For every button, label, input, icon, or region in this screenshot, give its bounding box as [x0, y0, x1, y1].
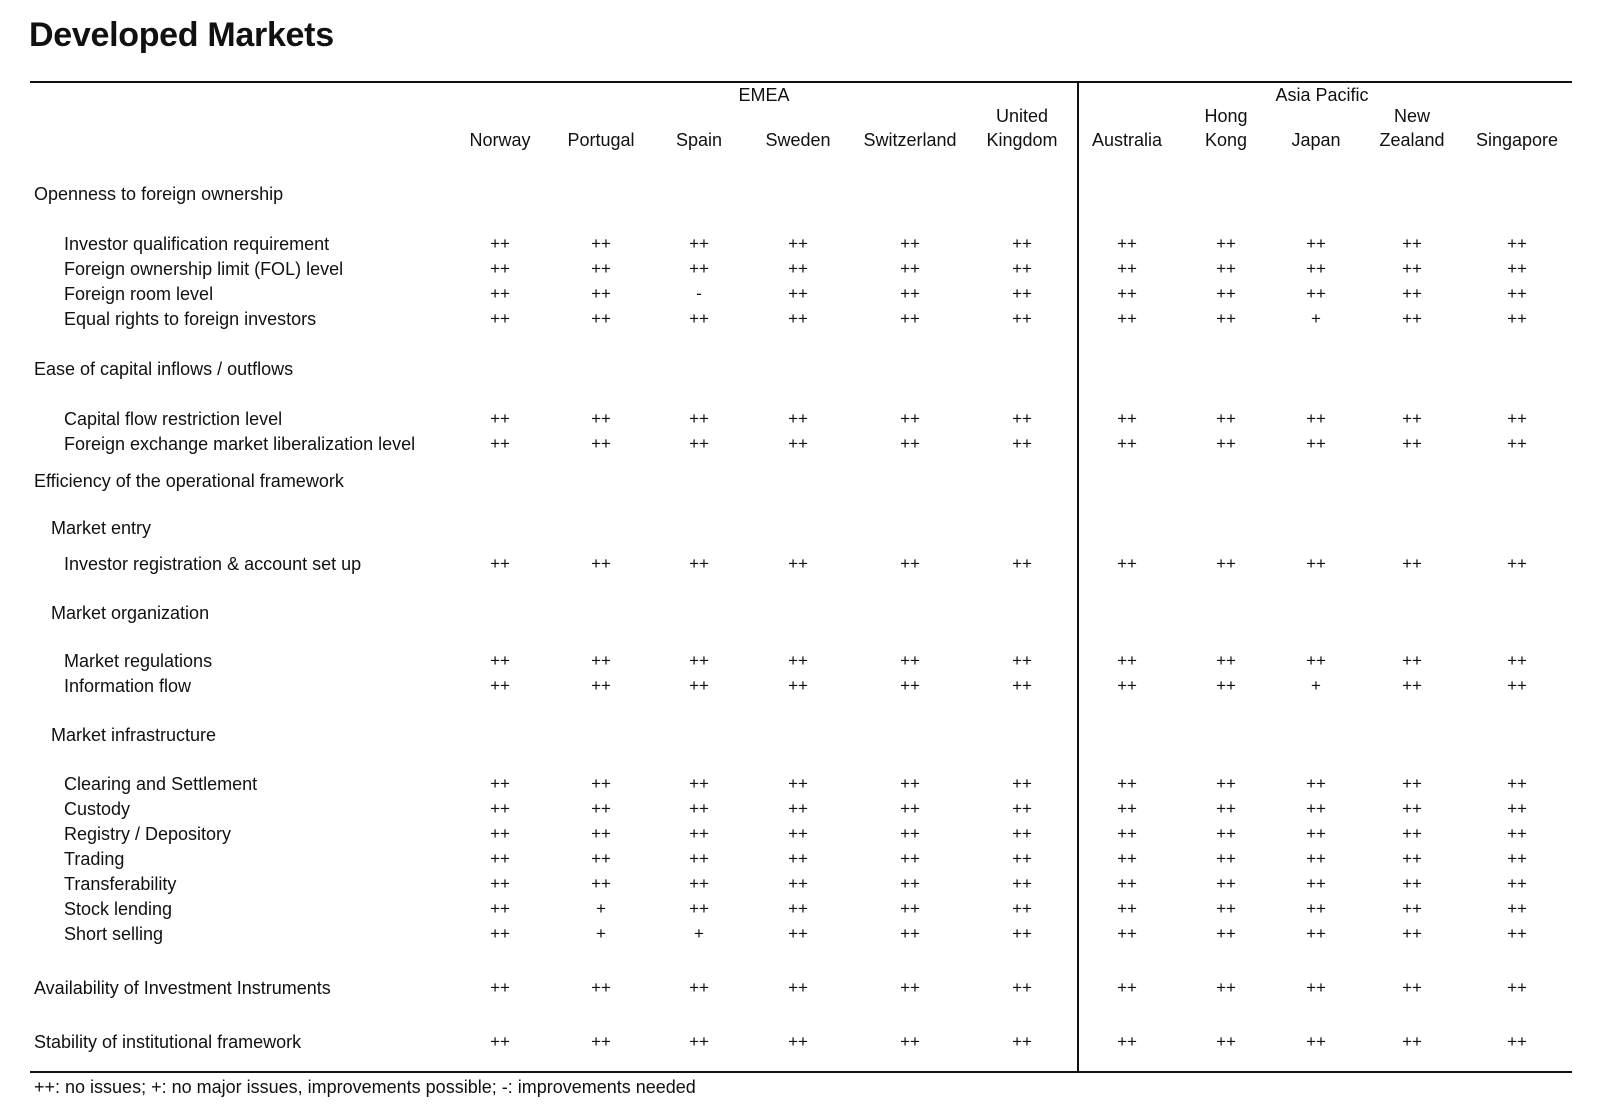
- rating-cell: ++: [1216, 1032, 1236, 1051]
- rating-cell: ++: [591, 1032, 611, 1051]
- rating-cell: ++: [1012, 874, 1032, 893]
- rating-cell: ++: [1012, 651, 1032, 670]
- rating-cell: -: [696, 284, 702, 303]
- rating-cell: ++: [490, 651, 510, 670]
- criterion-label: Investor registration & account set up: [64, 554, 362, 574]
- rating-cell: ++: [591, 824, 611, 843]
- rating-cell: ++: [591, 774, 611, 793]
- country-header-line: Singapore: [1475, 130, 1559, 150]
- rating-cell: ++: [1216, 774, 1236, 793]
- rating-cell: ++: [1012, 924, 1032, 943]
- region-divider: [1077, 82, 1079, 1072]
- rating-cell: ++: [1402, 1032, 1422, 1051]
- rating-cell: ++: [591, 434, 611, 453]
- criterion-label: Short selling: [64, 924, 164, 944]
- rating-cell: ++: [1012, 676, 1032, 695]
- rating-cell: ++: [788, 309, 808, 328]
- country-header: [1379, 104, 1444, 152]
- rating-cell: +: [1311, 676, 1321, 695]
- rating-cell: ++: [490, 799, 510, 818]
- subsection-label: Market infrastructure: [51, 725, 217, 745]
- rating-cell: ++: [1012, 259, 1032, 278]
- rating-cell: ++: [1216, 899, 1236, 918]
- country-header-line: Sweden: [765, 130, 831, 150]
- country-header-line: Hong: [1204, 106, 1248, 126]
- country-header-line: Zealand: [1379, 130, 1445, 150]
- country-header-line: New: [1393, 106, 1430, 126]
- rating-cell: ++: [900, 799, 920, 818]
- rating-cell: ++: [1402, 651, 1422, 670]
- page-title: Developed Markets: [29, 16, 334, 54]
- rating-cell: ++: [900, 874, 920, 893]
- rating-cell: +: [694, 924, 704, 943]
- country-header-line: Japan: [1291, 130, 1341, 150]
- rating-cell: ++: [490, 259, 510, 278]
- rating-cell: ++: [689, 409, 709, 428]
- rating-cell: ++: [1117, 651, 1137, 670]
- rating-cell: ++: [1306, 284, 1326, 303]
- rating-cell: ++: [788, 651, 808, 670]
- rating-cell: ++: [490, 409, 510, 428]
- rating-cell: ++: [788, 1032, 808, 1051]
- rating-cell: ++: [490, 849, 510, 868]
- country-header-line: Kingdom: [986, 130, 1058, 150]
- rating-cell: ++: [1117, 284, 1137, 303]
- rating-cell: ++: [1216, 676, 1236, 695]
- criterion-label: Equal rights to foreign investors: [64, 309, 317, 329]
- rating-cell: ++: [490, 1032, 510, 1051]
- rating-cell: ++: [490, 978, 510, 997]
- rating-cell: ++: [1216, 978, 1236, 997]
- rating-cell: ++: [788, 434, 808, 453]
- country-header: [1204, 104, 1247, 152]
- section-label: Stability of institutional framework: [34, 1032, 302, 1052]
- rating-cell: ++: [1012, 234, 1032, 253]
- rating-cell: ++: [1306, 849, 1326, 868]
- rating-cell: ++: [1507, 849, 1527, 868]
- country-header-line: Switzerland: [863, 130, 957, 150]
- rating-cell: ++: [689, 259, 709, 278]
- country-header: [863, 128, 956, 152]
- rating-cell: ++: [591, 259, 611, 278]
- rating-cell: ++: [788, 259, 808, 278]
- rating-cell: ++: [689, 554, 709, 573]
- country-header-line: United: [995, 106, 1049, 126]
- section-label: Availability of Investment Instruments: [34, 978, 331, 998]
- rating-cell: ++: [900, 899, 920, 918]
- rating-cell: ++: [591, 284, 611, 303]
- rating-cell: ++: [1306, 651, 1326, 670]
- rating-cell: ++: [1507, 1032, 1527, 1051]
- region-header-emea: EMEA: [738, 85, 790, 105]
- rating-cell: ++: [1216, 284, 1236, 303]
- rating-cell: ++: [788, 924, 808, 943]
- rating-cell: ++: [788, 554, 808, 573]
- rating-cell: ++: [1216, 824, 1236, 843]
- country-header-line: Kong: [1204, 130, 1248, 150]
- rating-cell: ++: [1507, 774, 1527, 793]
- rating-cell: ++: [490, 676, 510, 695]
- rating-cell: ++: [1117, 799, 1137, 818]
- rating-cell: ++: [900, 676, 920, 695]
- rating-cell: ++: [591, 874, 611, 893]
- rating-cell: ++: [1117, 924, 1137, 943]
- rating-cell: ++: [900, 849, 920, 868]
- rating-cell: ++: [1306, 234, 1326, 253]
- rating-cell: ++: [1306, 259, 1326, 278]
- rating-cell: ++: [1306, 409, 1326, 428]
- rating-cell: ++: [689, 1032, 709, 1051]
- rating-cell: ++: [1507, 434, 1527, 453]
- rating-cell: ++: [591, 676, 611, 695]
- rating-cell: ++: [788, 676, 808, 695]
- rating-cell: ++: [1216, 434, 1236, 453]
- rating-cell: ++: [1306, 1032, 1326, 1051]
- rating-cell: ++: [1216, 554, 1236, 573]
- rating-cell: ++: [1012, 849, 1032, 868]
- rating-cell: ++: [689, 309, 709, 328]
- country-header: [986, 104, 1057, 152]
- rating-cell: ++: [1117, 234, 1137, 253]
- rating-cell: ++: [490, 874, 510, 893]
- rating-cell: ++: [1012, 284, 1032, 303]
- rating-cell: +: [1311, 309, 1321, 328]
- rating-cell: ++: [788, 899, 808, 918]
- rating-cell: ++: [689, 234, 709, 253]
- rating-cell: ++: [1507, 874, 1527, 893]
- rating-cell: ++: [1216, 409, 1236, 428]
- rating-cell: ++: [689, 799, 709, 818]
- criterion-label: Trading: [64, 849, 125, 869]
- rating-cell: ++: [591, 799, 611, 818]
- rating-cell: ++: [591, 234, 611, 253]
- rating-cell: ++: [1216, 799, 1236, 818]
- rating-cell: ++: [900, 284, 920, 303]
- rating-cell: ++: [1507, 651, 1527, 670]
- region-header-asia-pacific: Asia Pacific: [1275, 85, 1369, 105]
- rating-cell: ++: [591, 978, 611, 997]
- rating-cell: ++: [689, 978, 709, 997]
- rating-cell: ++: [591, 651, 611, 670]
- rating-cell: ++: [1216, 309, 1236, 328]
- rating-cell: ++: [1507, 259, 1527, 278]
- rating-cell: ++: [1216, 259, 1236, 278]
- rating-cell: ++: [689, 824, 709, 843]
- criterion-label: Information flow: [64, 676, 192, 696]
- rating-cell: ++: [689, 874, 709, 893]
- country-header-line: Spain: [675, 130, 723, 150]
- criterion-label: Investor qualification requirement: [64, 234, 330, 254]
- rating-cell: ++: [1012, 774, 1032, 793]
- criterion-label: Transferability: [64, 874, 177, 894]
- rating-cell: ++: [1306, 899, 1326, 918]
- rating-cell: ++: [1402, 849, 1422, 868]
- rating-cell: ++: [1117, 434, 1137, 453]
- rating-cell: ++: [689, 849, 709, 868]
- rating-cell: ++: [1216, 924, 1236, 943]
- rating-cell: ++: [1306, 434, 1326, 453]
- criterion-label: Stock lending: [64, 899, 173, 919]
- rating-cell: ++: [900, 234, 920, 253]
- country-header: [567, 128, 634, 152]
- section-label: Efficiency of the operational framework: [34, 471, 344, 491]
- subsection-label: Market entry: [51, 518, 152, 538]
- criterion-label: Market regulations: [64, 651, 213, 671]
- rating-cell: ++: [788, 849, 808, 868]
- rating-cell: ++: [490, 924, 510, 943]
- country-header-line: Australia: [1091, 130, 1163, 150]
- rating-cell: ++: [788, 774, 808, 793]
- rating-cell: ++: [591, 409, 611, 428]
- rating-cell: ++: [1402, 309, 1422, 328]
- rating-cell: ++: [591, 309, 611, 328]
- rating-cell: ++: [1507, 924, 1527, 943]
- rating-cell: +: [596, 899, 606, 918]
- rating-cell: ++: [1402, 874, 1422, 893]
- subsection-label: Market organization: [51, 603, 210, 623]
- section-label: Ease of capital inflows / outflows: [34, 359, 294, 379]
- rating-cell: ++: [1402, 924, 1422, 943]
- rating-cell: ++: [900, 309, 920, 328]
- rating-cell: ++: [788, 284, 808, 303]
- rating-cell: ++: [1012, 799, 1032, 818]
- rating-cell: ++: [1402, 676, 1422, 695]
- rating-cell: ++: [900, 259, 920, 278]
- rating-cell: ++: [1402, 899, 1422, 918]
- rating-cell: +: [596, 924, 606, 943]
- rating-cell: ++: [1012, 554, 1032, 573]
- rating-cell: ++: [1216, 234, 1236, 253]
- rating-cell: ++: [1402, 284, 1422, 303]
- rating-cell: ++: [1306, 824, 1326, 843]
- rating-cell: ++: [1117, 1032, 1137, 1051]
- rating-cell: ++: [1507, 309, 1527, 328]
- rating-cell: ++: [1306, 874, 1326, 893]
- criterion-label: Foreign ownership limit (FOL) level: [64, 259, 344, 279]
- rating-cell: ++: [1507, 234, 1527, 253]
- country-header: [676, 128, 722, 152]
- bottom-rule: [30, 1071, 1572, 1073]
- rating-cell: ++: [900, 1032, 920, 1051]
- rating-cell: ++: [900, 651, 920, 670]
- rating-cell: ++: [1117, 309, 1137, 328]
- rating-cell: ++: [490, 774, 510, 793]
- rating-cell: ++: [1216, 874, 1236, 893]
- country-header: [765, 128, 830, 152]
- rating-cell: ++: [788, 799, 808, 818]
- rating-cell: ++: [788, 824, 808, 843]
- criterion-label: Foreign exchange market liberalization level: [64, 434, 416, 454]
- rating-cell: ++: [900, 824, 920, 843]
- rating-cell: ++: [1012, 434, 1032, 453]
- rating-cell: ++: [1117, 978, 1137, 997]
- rating-cell: ++: [1402, 978, 1422, 997]
- rating-cell: ++: [1012, 309, 1032, 328]
- rating-cell: ++: [689, 899, 709, 918]
- rating-cell: ++: [1402, 434, 1422, 453]
- rating-cell: ++: [1402, 799, 1422, 818]
- rating-cell: ++: [900, 409, 920, 428]
- rating-cell: ++: [1507, 554, 1527, 573]
- rating-cell: ++: [490, 899, 510, 918]
- rating-cell: ++: [900, 774, 920, 793]
- rating-cell: ++: [1507, 978, 1527, 997]
- rating-cell: ++: [900, 554, 920, 573]
- criterion-label: Capital flow restriction level: [64, 409, 283, 429]
- rating-cell: ++: [689, 676, 709, 695]
- rating-cell: ++: [788, 874, 808, 893]
- rating-cell: ++: [1402, 824, 1422, 843]
- rating-cell: ++: [490, 234, 510, 253]
- rating-cell: ++: [1117, 849, 1137, 868]
- rating-cell: ++: [1306, 799, 1326, 818]
- rating-cell: ++: [1216, 651, 1236, 670]
- rating-cell: ++: [1117, 554, 1137, 573]
- country-header-line: Norway: [469, 130, 531, 150]
- rating-cell: ++: [1507, 409, 1527, 428]
- rating-cell: ++: [788, 234, 808, 253]
- country-header-line: Portugal: [567, 130, 635, 150]
- rating-cell: ++: [1012, 978, 1032, 997]
- rating-cell: ++: [1402, 234, 1422, 253]
- rating-cell: ++: [490, 309, 510, 328]
- rating-cell: ++: [490, 554, 510, 573]
- criterion-label: Registry / Depository: [64, 824, 232, 844]
- rating-cell: ++: [1507, 676, 1527, 695]
- rating-cell: ++: [1507, 899, 1527, 918]
- section-label: Openness to foreign ownership: [34, 184, 284, 204]
- rating-cell: ++: [490, 434, 510, 453]
- rating-cell: ++: [1117, 899, 1137, 918]
- rating-cell: ++: [689, 434, 709, 453]
- rating-cell: ++: [1306, 774, 1326, 793]
- rating-cell: ++: [1306, 554, 1326, 573]
- rating-cell: ++: [1117, 774, 1137, 793]
- rating-cell: ++: [591, 554, 611, 573]
- rating-cell: ++: [1306, 978, 1326, 997]
- rating-cell: ++: [900, 978, 920, 997]
- rating-cell: ++: [1507, 284, 1527, 303]
- rating-cell: ++: [689, 774, 709, 793]
- rating-cell: ++: [788, 409, 808, 428]
- rating-cell: ++: [1117, 259, 1137, 278]
- rating-cell: ++: [900, 924, 920, 943]
- rating-cell: ++: [900, 434, 920, 453]
- criterion-label: Clearing and Settlement: [64, 774, 258, 794]
- legend-note: ++: no issues; +: no major issues, improvements possible; -: improvements needed: [34, 1077, 696, 1097]
- rating-cell: ++: [1306, 924, 1326, 943]
- rating-cell: ++: [490, 284, 510, 303]
- country-header: [469, 128, 530, 152]
- criterion-label: Foreign room level: [64, 284, 214, 304]
- rating-cell: ++: [1402, 259, 1422, 278]
- rating-cell: ++: [788, 978, 808, 997]
- rating-cell: ++: [1507, 799, 1527, 818]
- rating-cell: ++: [1117, 676, 1137, 695]
- rating-cell: ++: [490, 824, 510, 843]
- rating-cell: ++: [1216, 849, 1236, 868]
- rating-cell: ++: [591, 849, 611, 868]
- top-rule: [30, 81, 1572, 83]
- country-header: [1092, 128, 1162, 152]
- rating-cell: ++: [689, 651, 709, 670]
- rating-cell: ++: [1012, 824, 1032, 843]
- rating-cell: ++: [1117, 824, 1137, 843]
- country-header: [1291, 128, 1340, 152]
- criterion-label: Custody: [64, 799, 131, 819]
- rating-cell: ++: [1012, 899, 1032, 918]
- rating-cell: ++: [1117, 409, 1137, 428]
- rating-cell: ++: [1012, 409, 1032, 428]
- rating-cell: ++: [1117, 874, 1137, 893]
- rating-cell: ++: [1402, 409, 1422, 428]
- rating-cell: ++: [1402, 554, 1422, 573]
- country-header: [1476, 128, 1558, 152]
- rating-cell: ++: [1012, 1032, 1032, 1051]
- rating-cell: ++: [1402, 774, 1422, 793]
- rating-cell: ++: [1507, 824, 1527, 843]
